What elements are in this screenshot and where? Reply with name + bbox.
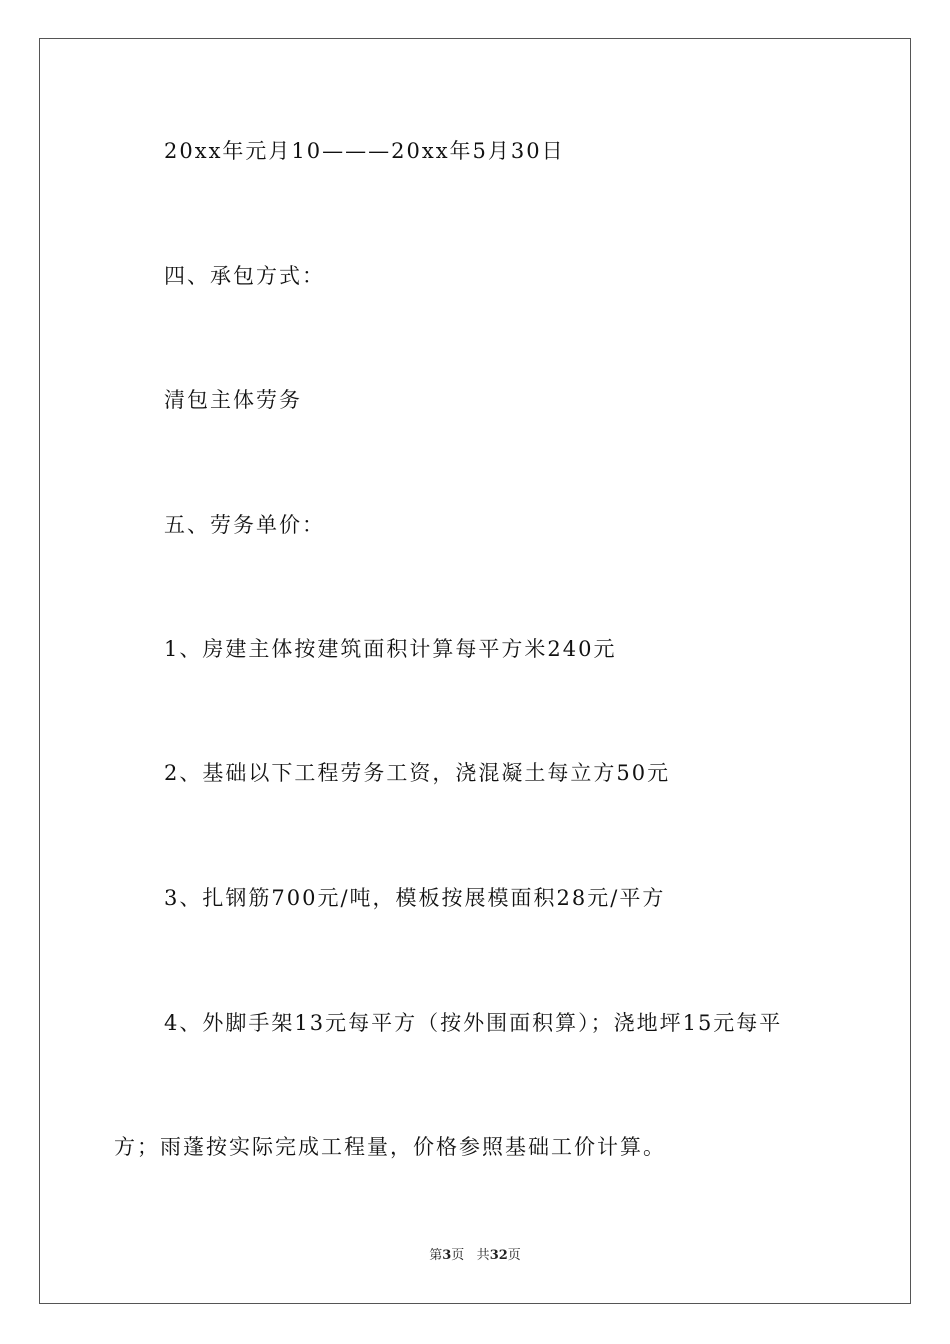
date-range-line: 20xx年元月10———20xx年5月30日 <box>164 139 565 163</box>
price-item-4-line-2: 方；雨蓬按实际完成工程量，价格参照基础工价计算。 <box>114 1135 666 1159</box>
page-suffix: 页 <box>451 1248 465 1263</box>
total-pages: 32 <box>489 1248 508 1263</box>
section-four-heading: 四、承包方式： <box>164 264 325 288</box>
section-five-heading: 五、劳务单价： <box>164 513 325 537</box>
page-number: 3 <box>442 1248 452 1263</box>
price-item-4-line-1: 4、外脚手架13元每平方（按外围面积算）；浇地坪15元每平 <box>164 1011 783 1035</box>
price-item-3: 3、扎钢筋700元/吨，模板按展模面积28元/平方 <box>164 886 666 910</box>
page-prefix: 第 <box>429 1248 443 1263</box>
total-prefix: 共 <box>476 1248 490 1263</box>
price-item-2: 2、基础以下工程劳务工资，浇混凝土每立方50元 <box>164 761 671 785</box>
total-suffix: 页 <box>507 1248 521 1263</box>
page-footer <box>0 1248 950 1264</box>
contract-type-text: 清包主体劳务 <box>164 388 302 412</box>
page-border <box>39 38 911 1304</box>
price-item-1: 1、房建主体按建筑面积计算每平方米240元 <box>164 637 617 661</box>
